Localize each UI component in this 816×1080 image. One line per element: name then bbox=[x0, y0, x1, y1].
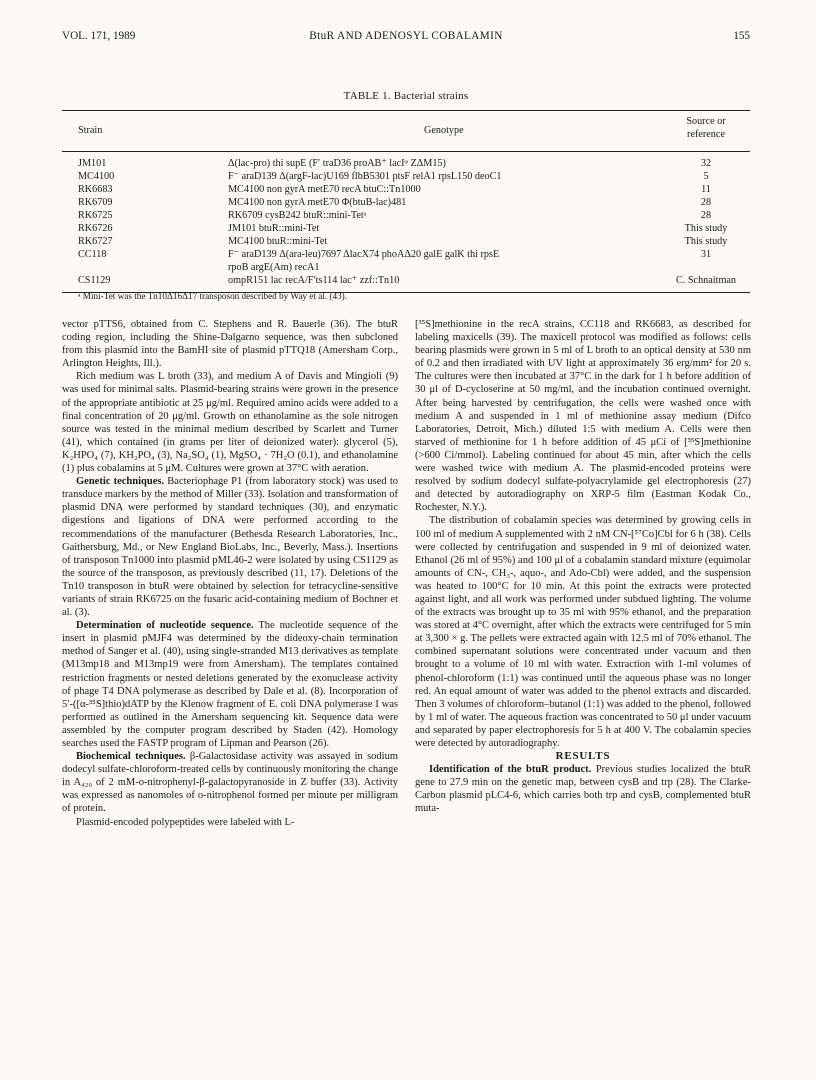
table-row bbox=[62, 157, 750, 170]
strain-cell: CC118 bbox=[78, 249, 107, 260]
genotype-cell: MC4100 btuR::mini-Tet bbox=[228, 236, 328, 247]
body-paragraph bbox=[415, 763, 751, 815]
genotype-cell: JM101 btuR::mini-Tet bbox=[228, 223, 320, 234]
table-row bbox=[62, 235, 750, 248]
body-paragraph bbox=[415, 514, 751, 750]
genotype-cell: F⁻ araD139 Δ(ara-leu)7697 ΔlacX74 phoAΔ20 galE galK thi rpsE rpoB argE(Am) recA1 bbox=[228, 249, 500, 273]
left-column bbox=[62, 318, 398, 829]
genotype-cell: F⁻ araD139 Δ(argF-lac)U169 flbB5301 ptsF relA1 rpsL150 deoC1 bbox=[228, 171, 502, 182]
strain-cell: JM101 bbox=[78, 158, 107, 169]
paragraph-text: β-Galactosidase activity was assayed in sodium dodecyl sulfate-chloroform-treated cells by continuously monitoring the change in A₄₂₀ of 2 mM-o-nitrophenyl-β-galactopyranoside in Z buffer (33). Activity was expressed as nanomoles of o-nitrophenol formed per minute per milligram of protein. bbox=[62, 751, 398, 815]
column-header-source: Source or reference bbox=[686, 116, 726, 140]
strain-cell: CS1129 bbox=[78, 275, 111, 286]
strain-cell: RK6726 bbox=[78, 223, 113, 234]
table-row bbox=[62, 196, 750, 209]
genotype-cell: ompR151 lac recA/F′ts114 lac⁺ zzf::Tn10 bbox=[228, 275, 400, 286]
reference-cell: 28 bbox=[700, 210, 712, 221]
genotype-cell: RK6709 cysB242 btuR::mini-Tetᵃ bbox=[228, 210, 367, 221]
running-header bbox=[62, 30, 750, 46]
section-subheading: Determination of nucleotide sequence. bbox=[76, 620, 254, 632]
reference-cell: C. Schnaitman bbox=[676, 275, 736, 286]
reference-cell: 32 bbox=[700, 158, 712, 169]
table-header bbox=[62, 110, 750, 152]
running-title: BtuR AND ADENOSYL COBALAMIN bbox=[309, 30, 503, 42]
body-paragraph bbox=[62, 619, 398, 750]
body-paragraph bbox=[62, 816, 398, 829]
reference-cell: 11 bbox=[701, 184, 711, 195]
paragraph-text: [³⁵S]methionine in the recA strains, CC118 and RK6683, as described for labeling maxicells (39). The maxicell protocol was modified as follows: cells bearing plasmids were grown in 5 ml of L broth to an optical density at 530 nm of 0.2 and then irradiated with UV light at approximately 36 erg/mm² for 20 s. The cultures were then incubated at 37°C in the dark for 1 h before addition of 30 μl of D-cycloserine at 50 mg/ml, and the incubation continued overnight. After being harvested by centrifugation, the cells were washed once with medium A and suspended in 1 ml of methionine assay medium (Difco Laboratories, Detroit, Mich.) diluted 1:5 with medium A. Cells were then starved of methionine for 1 h before addition of 45 μCi of [³⁵S]methionine (>600 Ci/mmol). Labeling continued for about 45 min, after which the cells were washed twice with medium A. The plasmid-encoded proteins were resolved by sodium dodecyl sulfate-polyacrylamide gel electrophoresis (27) and detected by autoradiography on XRP-5 film (Eastman Kodak Co., Rochester, N.Y.). bbox=[415, 319, 751, 514]
table-row bbox=[62, 183, 750, 196]
table-row bbox=[62, 209, 750, 222]
section-subheading: Biochemical techniques. bbox=[76, 751, 186, 763]
bacterial-strains-table bbox=[62, 110, 750, 293]
body-paragraph bbox=[62, 475, 398, 619]
reference-cell: 5 bbox=[703, 171, 709, 182]
table-caption: TABLE 1. Bacterial strains bbox=[343, 90, 469, 102]
table-row bbox=[62, 274, 750, 287]
paragraph-text: Previous studies localized the btuR gene to 27.9 min on the genetic map, between cysB and trp (28). The Clarke-Carbon plasmid pLC4-6, which carries both trp and cysB, complemented btuR muta- bbox=[415, 764, 751, 815]
strain-cell: RK6725 bbox=[78, 210, 113, 221]
strain-cell: RK6683 bbox=[78, 184, 113, 195]
table-row bbox=[62, 248, 750, 274]
genotype-cell: MC4100 non gyrA metE70 Φ(btuB-lac)481 bbox=[228, 197, 407, 208]
paragraph-text: Bacteriophage P1 (from laboratory stock) was used to transduce markers by the method of Miller (33). Isolation and transformation of plasmid DNA were performed by standard techniques (30), and enzymatic digestions and ligations of DNA were performed according to the recommendations of the manufacturer (Bethesda Research Laboratories, Inc., Gaithersburg, Md., or New England BioLabs, Inc., Beverly, Mass.). Insertions of transposon Tn1000 into plasmid pML46-2 were isolated by using CS1129 as the source of the transposon, as previously described (11, 17). Deletions of the Tn10 transposon in btuR were obtained by selection for tetracycline-sensitive variants of strain RK6725 on the fusaric acid-containing medium of Bochner et al. (3). bbox=[62, 476, 399, 619]
body-paragraph bbox=[62, 370, 398, 475]
reference-cell: 31 bbox=[700, 249, 712, 260]
genotype-cell: Δ(lac-pro) thi supE (F′ traD36 proAB⁺ lacIᵠ ZΔM15) bbox=[228, 158, 446, 169]
body-paragraph bbox=[62, 318, 398, 370]
page-number: 155 bbox=[733, 30, 750, 42]
paragraph-text: The nucleotide sequence of the insert in plasmid pMJF4 was determined by the dideoxy-chain termination method of Sanger et al. (40), using single-stranded M13 derivatives as template (M13mp18 and M13mp19 were from Amersham). The templates contained restriction fragments or nested deletions generated by the exonuclease activity of phage T4 DNA polymerase as described by Dale et al. (8). Incorporation of 5′-([α-³⁵S]thio)dATP by the Klenow fragment of E. coli DNA polymerase I was performed as outlined in the Amersham sequencing kit. Sequence data were assembled by the computer program described by Staden (42). Homology searches used the FASTP program of Lipman and Pearson (26). bbox=[62, 620, 398, 749]
column-header-strain: Strain bbox=[78, 125, 103, 136]
body-paragraph bbox=[415, 318, 751, 514]
genotype-cell: MC4100 non gyrA metE70 recA btuC::Tn1000 bbox=[228, 184, 421, 195]
body-paragraph bbox=[62, 750, 398, 815]
paragraph-text: vector pTTS6, obtained from C. Stephens and R. Bauerle (36). The btuR coding region, including the Shine-Dalgarno sequence, was then subcloned from this plasmid into the BamHI site of plasmid pTTQ18 (Amersham Corp., Arlington Heights, Ill.). bbox=[62, 319, 398, 370]
table-body bbox=[62, 152, 750, 293]
paragraph-text: Plasmid-encoded polypeptides were labeled with L- bbox=[76, 816, 295, 828]
section-subheading: Identification of the btuR product. bbox=[429, 764, 592, 776]
paragraph-text: Rich medium was L broth (33), and medium A of Davis and Mingioli (9) was used for minimal salts. Plasmid-bearing strains were grown in the presence of the appropriate antibiotic at 25 μg/ml. Required amino acids were added to a final concentration of 20 μg/ml. Growth on ethanolamine as the sole nitrogen source was tested in the minimal medium described by Scarlett and Turner (41), which contained (in grams per liter of deionized water): glycerol (5), K₂HPO₄ (7), KH₂PO₄ (3), Na₂SO₄ (1), MgSO₄ · 7H₂O (0.1), and ethanolamine (1) plus cobalamins at 5 μM. Cultures were grown at 37°C with aeration. bbox=[62, 371, 398, 475]
table-footnote: ᵃ Mini-Tet was the Tn10Δ16Δ17 transposon described by Way et al. (43). bbox=[78, 291, 348, 301]
section-subheading: Genetic techniques. bbox=[76, 476, 165, 488]
results-heading: RESULTS bbox=[555, 750, 611, 763]
reference-cell: This study bbox=[684, 223, 728, 234]
table-row bbox=[62, 222, 750, 235]
table-row bbox=[62, 170, 750, 183]
right-column bbox=[415, 318, 751, 816]
reference-cell: 28 bbox=[700, 197, 712, 208]
column-header-genotype: Genotype bbox=[424, 125, 464, 136]
strain-cell: RK6727 bbox=[78, 236, 113, 247]
reference-cell: This study bbox=[684, 236, 728, 247]
volume-label: VOL. 171, 1989 bbox=[62, 30, 136, 42]
paragraph-text: The distribution of cobalamin species was determined by growing cells in 100 ml of medium A supplemented with 2 nM CN-[⁵⁷Co]Cbl for 6 h (38). Cells were collected by centrifugation and suspended in 9 ml of deionized water. Ethanol (26 ml of 95%) and 100 μl of a cobalamin standard mixture (equimolar amounts of CN-, CH₃-, aquo-, and Ado-Cbl) were added, and the suspension was heated to 100°C for 10 min. At this point the extracts were protected against light, and all work was performed under subdued lighting. The volume of the extracts was brought up to 35 ml with 95% ethanol, and the preparation was stored at 4°C overnight, after which the extracts were centrifuged for 5 min at 3,300 × g. The pellets were extracted again with 12.5 ml of 70% ethanol. The combined supernatant solutions were concentrated under vacuum and then brought to a volume of 10 ml with water. Extraction with 1-ml volumes of phenol-chloroform (1:1) was continued until the aqueous phase was no longer red. An equal amount of water was added to the phenol extracts and discarded. Then 3 volumes of chloroform–butanol (1:1) was added to the phenol, followed by 1 ml of water. The aqueous fraction was concentrated to 50 μl under vacuum and separated by paper electrophoresis for 5 h at 400 V. The cobalamin species were detected by autoradiography. bbox=[415, 515, 751, 749]
strain-cell: RK6709 bbox=[78, 197, 113, 208]
strain-cell: MC4100 bbox=[78, 171, 115, 182]
